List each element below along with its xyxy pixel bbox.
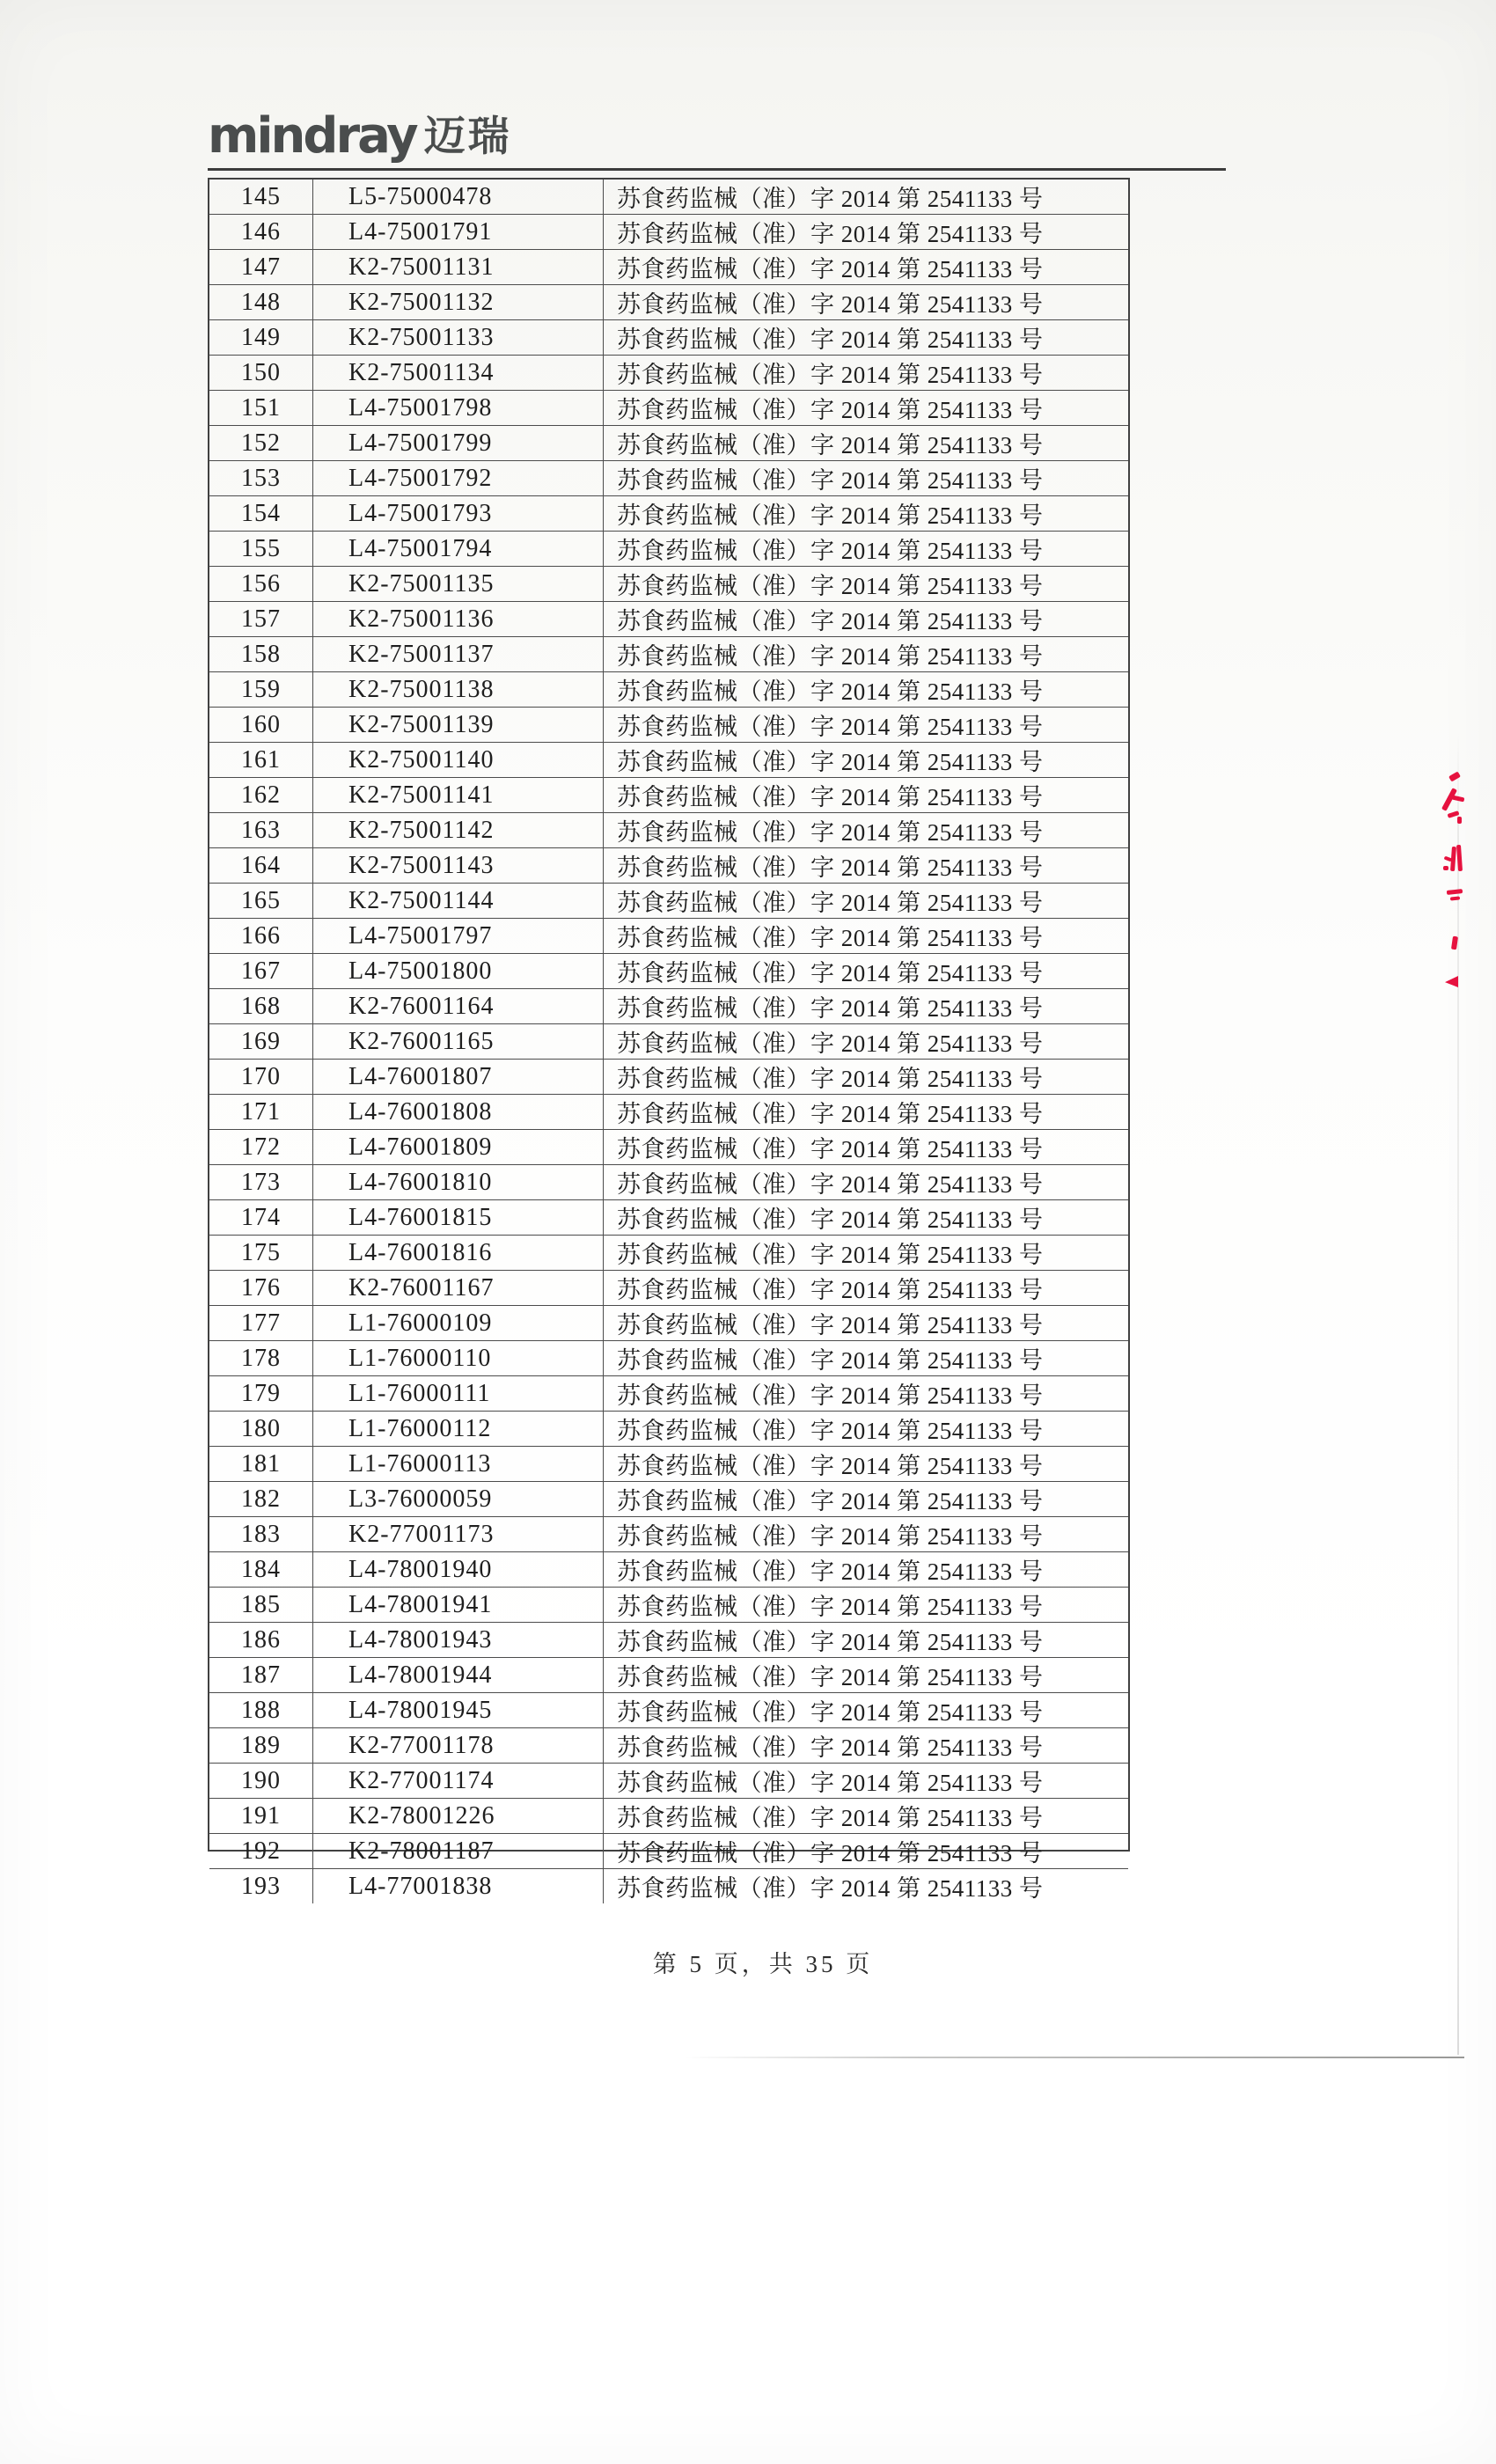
table-row (209, 1165, 1128, 1200)
table-row (209, 496, 1128, 532)
row-number-cell: 170 (209, 1060, 313, 1094)
device-code-cell: K2-78001187 (313, 1834, 604, 1868)
device-code-cell: L1-76000110 (313, 1341, 604, 1375)
registration-number-cell: 苏食药监械（准）字 2014 第 2541133 号 (617, 1030, 1044, 1057)
row-number-cell: 178 (209, 1341, 313, 1375)
device-code-cell: K2-75001144 (313, 884, 604, 918)
registration-number-cell: 苏食药监械（准）字 2014 第 2541133 号 (617, 362, 1044, 388)
device-code-cell: K2-75001141 (313, 778, 604, 812)
registration-number-cell: 苏食药监械（准）字 2014 第 2541133 号 (617, 1382, 1044, 1409)
registration-number-cell: 苏食药监械（准）字 2014 第 2541133 号 (617, 1206, 1044, 1233)
scan-page-edge-horizontal (685, 2057, 1464, 2058)
table-row (209, 285, 1128, 320)
device-code-cell: L1-76000109 (313, 1306, 604, 1340)
row-number-cell: 193 (209, 1869, 313, 1903)
device-code-cell: L4-75001791 (313, 215, 604, 249)
registration-number-cell: 苏食药监械（准）字 2014 第 2541133 号 (617, 1629, 1044, 1655)
row-number-cell: 158 (209, 637, 313, 671)
row-number-cell: 162 (209, 778, 313, 812)
table-row (209, 637, 1128, 672)
registration-number-cell: 苏食药监械（准）字 2014 第 2541133 号 (617, 1734, 1044, 1761)
device-code-cell: L4-75001798 (313, 391, 604, 425)
table-row (209, 1306, 1128, 1341)
registration-number-cell: 苏食药监械（准）字 2014 第 2541133 号 (617, 1523, 1044, 1550)
registration-number-cell: 苏食药监械（准）字 2014 第 2541133 号 (617, 678, 1044, 705)
registration-number-cell: 苏食药监械（准）字 2014 第 2541133 号 (617, 291, 1044, 318)
registration-number-cell: 苏食药监械（准）字 2014 第 2541133 号 (617, 608, 1044, 634)
table-row (209, 1869, 1128, 1903)
red-ink-mark (1447, 889, 1463, 895)
device-code-cell: L4-76001808 (313, 1095, 604, 1129)
registration-number-cell: 苏食药监械（准）字 2014 第 2541133 号 (617, 326, 1044, 353)
registration-number-cell: 苏食药监械（准）字 2014 第 2541133 号 (617, 1558, 1044, 1585)
red-ink-mark (1456, 845, 1463, 871)
registration-table (208, 178, 1130, 1902)
device-code-cell: K2-76001167 (313, 1271, 604, 1305)
table-row (209, 426, 1128, 461)
device-code-cell: K2-77001178 (313, 1728, 604, 1763)
row-number-cell: 185 (209, 1588, 313, 1622)
device-code-cell: K2-75001134 (313, 356, 604, 390)
table-row (209, 708, 1128, 743)
registration-number-cell: 苏食药监械（准）字 2014 第 2541133 号 (617, 221, 1044, 247)
logo-cjk-name: 迈瑞 (423, 113, 512, 161)
table-row (209, 356, 1128, 391)
registration-number-cell: 苏食药监械（准）字 2014 第 2541133 号 (617, 1171, 1044, 1198)
row-number-cell: 189 (209, 1728, 313, 1763)
device-code-cell: L4-75001800 (313, 954, 604, 988)
row-number-cell: 165 (209, 884, 313, 918)
device-code-cell: K2-75001140 (313, 743, 604, 777)
row-number-cell: 161 (209, 743, 313, 777)
row-number-cell: 148 (209, 285, 313, 319)
table-row (209, 1200, 1128, 1236)
row-number-cell: 172 (209, 1130, 313, 1164)
table-row (209, 672, 1128, 708)
device-code-cell: K2-77001173 (313, 1517, 604, 1551)
table-row (209, 532, 1128, 567)
registration-number-cell: 苏食药监械（准）字 2014 第 2541133 号 (617, 1066, 1044, 1092)
row-number-cell: 176 (209, 1271, 313, 1305)
row-number-cell: 168 (209, 989, 313, 1023)
table-row (209, 1588, 1128, 1623)
table-row (209, 954, 1128, 989)
device-code-cell: K2-78001226 (313, 1799, 604, 1833)
device-code-cell: L4-78001940 (313, 1552, 604, 1587)
table-row (209, 391, 1128, 426)
registration-number-cell: 苏食药监械（准）字 2014 第 2541133 号 (617, 1136, 1044, 1162)
registration-number-cell: 苏食药监械（准）字 2014 第 2541133 号 (617, 749, 1044, 775)
table-row (209, 1658, 1128, 1693)
registration-number-cell: 苏食药监械（准）字 2014 第 2541133 号 (617, 1699, 1044, 1726)
table-row (209, 743, 1128, 778)
device-code-cell: L4-76001807 (313, 1060, 604, 1094)
row-number-cell: 183 (209, 1517, 313, 1551)
row-number-cell: 164 (209, 848, 313, 883)
row-number-cell: 186 (209, 1623, 313, 1657)
table-row (209, 1412, 1128, 1447)
device-code-cell: L4-77001838 (313, 1869, 604, 1903)
row-number-cell: 160 (209, 708, 313, 742)
table-row (209, 1236, 1128, 1271)
registration-number-cell: 苏食药监械（准）字 2014 第 2541133 号 (617, 784, 1044, 810)
device-code-cell: L4-78001941 (313, 1588, 604, 1622)
table-row (209, 1728, 1128, 1764)
table-row (209, 1271, 1128, 1306)
table-row (209, 1623, 1128, 1658)
row-number-cell: 190 (209, 1764, 313, 1798)
registration-number-cell: 苏食药监械（准）字 2014 第 2541133 号 (617, 643, 1044, 670)
row-number-cell: 188 (209, 1693, 313, 1727)
row-number-cell: 174 (209, 1200, 313, 1235)
page-number-text: 第 5 页，共 35 页 (652, 1951, 874, 1977)
device-code-cell: L3-76000059 (313, 1482, 604, 1516)
device-code-cell: K2-75001142 (313, 813, 604, 847)
table-row (209, 1341, 1128, 1376)
row-number-cell: 167 (209, 954, 313, 988)
logo-wordmark: mindray (208, 107, 416, 165)
device-code-cell: L1-76000112 (313, 1412, 604, 1446)
registration-number-cell: 苏食药监械（准）字 2014 第 2541133 号 (617, 1453, 1044, 1479)
device-code-cell: L4-75001797 (313, 919, 604, 953)
registration-number-cell: 苏食药监械（准）字 2014 第 2541133 号 (617, 186, 1044, 212)
registration-number-cell: 苏食药监械（准）字 2014 第 2541133 号 (617, 1347, 1044, 1374)
device-code-cell: K2-75001131 (313, 250, 604, 284)
table-row (209, 778, 1128, 813)
row-number-cell: 156 (209, 567, 313, 601)
row-number-cell: 146 (209, 215, 313, 249)
table-row (209, 1799, 1128, 1834)
row-number-cell: 157 (209, 602, 313, 636)
device-code-cell: K2-75001136 (313, 602, 604, 636)
table-row (209, 1693, 1128, 1728)
device-code-cell: L1-76000111 (313, 1376, 604, 1411)
mindray-logo (208, 104, 512, 163)
row-number-cell: 150 (209, 356, 313, 390)
row-number-cell: 184 (209, 1552, 313, 1587)
registration-number-cell: 苏食药监械（准）字 2014 第 2541133 号 (617, 1101, 1044, 1127)
device-code-cell: L4-76001809 (313, 1130, 604, 1164)
table-row (209, 1482, 1128, 1517)
device-code-cell: L4-75001794 (313, 532, 604, 566)
device-code-cell: L4-78001943 (313, 1623, 604, 1657)
device-code-cell: K2-75001135 (313, 567, 604, 601)
row-number-cell: 179 (209, 1376, 313, 1411)
row-number-cell: 182 (209, 1482, 313, 1516)
row-number-cell: 149 (209, 320, 313, 355)
row-number-cell: 147 (209, 250, 313, 284)
registration-number-cell: 苏食药监械（准）字 2014 第 2541133 号 (617, 538, 1044, 564)
scan-page-edge-vertical (1457, 730, 1459, 2055)
device-code-cell: K2-75001138 (313, 672, 604, 707)
row-number-cell: 151 (209, 391, 313, 425)
table-row (209, 989, 1128, 1024)
registration-number-cell: 苏食药监械（准）字 2014 第 2541133 号 (617, 502, 1044, 529)
row-number-cell: 152 (209, 426, 313, 460)
registration-number-cell: 苏食药监械（准）字 2014 第 2541133 号 (617, 925, 1044, 951)
device-code-cell: K2-76001164 (313, 989, 604, 1023)
registration-number-cell: 苏食药监械（准）字 2014 第 2541133 号 (617, 1594, 1044, 1620)
device-code-cell: L4-76001810 (313, 1165, 604, 1199)
device-code-cell: L4-76001815 (313, 1200, 604, 1235)
table-row (209, 884, 1128, 919)
device-code-cell: K2-75001143 (313, 848, 604, 883)
table-row (209, 1517, 1128, 1552)
red-ink-mark (1452, 796, 1465, 803)
row-number-cell: 171 (209, 1095, 313, 1129)
page-footer (0, 1945, 1496, 1979)
registration-number-cell: 苏食药监械（准）字 2014 第 2541133 号 (617, 1488, 1044, 1514)
table-row (209, 1024, 1128, 1060)
registration-number-cell: 苏食药监械（准）字 2014 第 2541133 号 (617, 1664, 1044, 1690)
device-code-cell: K2-75001137 (313, 637, 604, 671)
table-row (209, 602, 1128, 637)
row-number-cell: 154 (209, 496, 313, 531)
registration-number-cell: 苏食药监械（准）字 2014 第 2541133 号 (617, 1875, 1044, 1902)
registration-number-cell: 苏食药监械（准）字 2014 第 2541133 号 (617, 995, 1044, 1022)
row-number-cell: 145 (209, 180, 313, 214)
row-number-cell: 180 (209, 1412, 313, 1446)
table-row (209, 1376, 1128, 1412)
table-row (209, 919, 1128, 954)
registration-number-cell: 苏食药监械（准）字 2014 第 2541133 号 (617, 819, 1044, 846)
table-row (209, 1764, 1128, 1799)
device-code-cell: L1-76000113 (313, 1447, 604, 1481)
row-number-cell: 155 (209, 532, 313, 566)
table-row (209, 1834, 1128, 1869)
red-ink-mark (1457, 817, 1462, 824)
table-row (209, 1447, 1128, 1482)
registration-number-cell: 苏食药监械（准）字 2014 第 2541133 号 (617, 1418, 1044, 1444)
registration-number-cell: 苏食药监械（准）字 2014 第 2541133 号 (617, 1242, 1044, 1268)
table-row (209, 180, 1128, 215)
device-code-cell: K2-77001174 (313, 1764, 604, 1798)
row-number-cell: 163 (209, 813, 313, 847)
registration-number-cell: 苏食药监械（准）字 2014 第 2541133 号 (617, 397, 1044, 423)
registration-number-cell: 苏食药监械（准）字 2014 第 2541133 号 (617, 1805, 1044, 1831)
row-number-cell: 159 (209, 672, 313, 707)
table-row (209, 1552, 1128, 1588)
registration-number-cell: 苏食药监械（准）字 2014 第 2541133 号 (617, 1840, 1044, 1866)
row-number-cell: 166 (209, 919, 313, 953)
registration-number-cell: 苏食药监械（准）字 2014 第 2541133 号 (617, 854, 1044, 881)
row-number-cell: 192 (209, 1834, 313, 1868)
row-number-cell: 191 (209, 1799, 313, 1833)
table-row (209, 848, 1128, 884)
row-number-cell: 173 (209, 1165, 313, 1199)
row-number-cell: 177 (209, 1306, 313, 1340)
device-code-cell: L4-76001816 (313, 1236, 604, 1270)
red-ink-mark (1443, 866, 1448, 870)
device-code-cell: K2-75001132 (313, 285, 604, 319)
registration-number-cell: 苏食药监械（准）字 2014 第 2541133 号 (617, 573, 1044, 599)
registration-number-cell: 苏食药监械（准）字 2014 第 2541133 号 (617, 256, 1044, 282)
registration-number-cell: 苏食药监械（准）字 2014 第 2541133 号 (617, 1277, 1044, 1303)
header-divider-line (208, 168, 1226, 171)
row-number-cell: 187 (209, 1658, 313, 1692)
device-code-cell: L4-75001792 (313, 461, 604, 495)
table-row (209, 813, 1128, 848)
device-code-cell: L4-78001944 (313, 1658, 604, 1692)
table-row (209, 1095, 1128, 1130)
device-code-cell: L4-78001945 (313, 1693, 604, 1727)
row-number-cell: 153 (209, 461, 313, 495)
row-number-cell: 181 (209, 1447, 313, 1481)
table-row (209, 215, 1128, 250)
row-number-cell: 175 (209, 1236, 313, 1270)
table-row (209, 567, 1128, 602)
red-ink-mark (1445, 976, 1458, 987)
device-code-cell: K2-75001133 (313, 320, 604, 355)
table-row (209, 250, 1128, 285)
table-row (209, 1130, 1128, 1165)
table-row (209, 320, 1128, 356)
row-number-cell: 169 (209, 1024, 313, 1059)
registration-number-cell: 苏食药监械（准）字 2014 第 2541133 号 (617, 714, 1044, 740)
device-code-cell: K2-76001165 (313, 1024, 604, 1059)
registration-number-cell: 苏食药监械（准）字 2014 第 2541133 号 (617, 432, 1044, 458)
device-code-cell: K2-75001139 (313, 708, 604, 742)
table-row (209, 461, 1128, 496)
registration-number-cell: 苏食药监械（准）字 2014 第 2541133 号 (617, 960, 1044, 986)
device-code-cell: L5-75000478 (313, 180, 604, 214)
registration-number-cell: 苏食药监械（准）字 2014 第 2541133 号 (617, 890, 1044, 916)
registration-number-cell: 苏食药监械（准）字 2014 第 2541133 号 (617, 1770, 1044, 1796)
device-code-cell: L4-75001793 (313, 496, 604, 531)
device-code-cell: L4-75001799 (313, 426, 604, 460)
table-row (209, 1060, 1128, 1095)
registration-number-cell: 苏食药监械（准）字 2014 第 2541133 号 (617, 1312, 1044, 1338)
registration-number-cell: 苏食药监械（准）字 2014 第 2541133 号 (617, 467, 1044, 494)
